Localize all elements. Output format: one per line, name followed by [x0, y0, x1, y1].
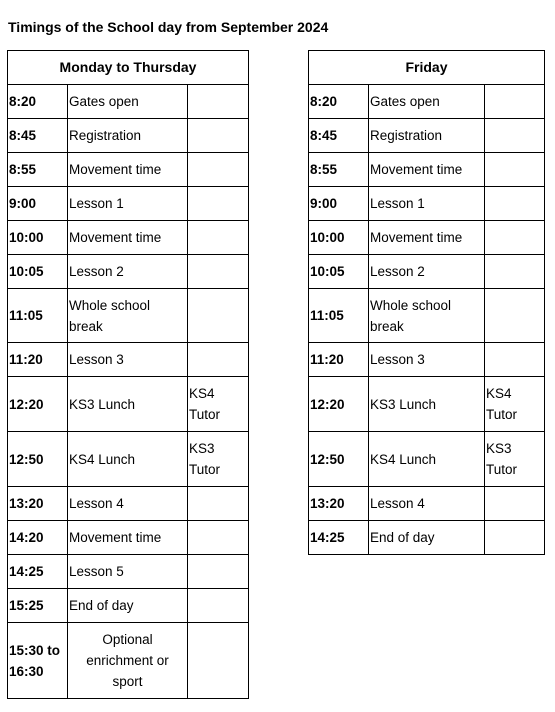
time-cell: 8:55: [309, 153, 369, 187]
note-cell: [188, 289, 249, 343]
table-row: [8, 85, 249, 119]
time-cell: 13:20: [309, 487, 369, 521]
note-cell: [188, 343, 249, 377]
note-cell: [188, 255, 249, 289]
activity-cell: KS4 Lunch: [68, 432, 188, 487]
time-cell: 8:20: [309, 85, 369, 119]
time-cell: 10:05: [309, 255, 369, 289]
activity-cell: Registration: [68, 119, 188, 153]
note-cell: [485, 343, 545, 377]
note-cell: KS3 Tutor: [485, 432, 545, 487]
activity-cell: KS3 Lunch: [68, 377, 188, 432]
activity-cell: Lesson 1: [68, 187, 188, 221]
table-row: [8, 343, 249, 377]
time-cell: 10:00: [309, 221, 369, 255]
table-row: [309, 432, 545, 487]
activity-cell: Movement time: [68, 153, 188, 187]
table-row: [309, 221, 545, 255]
monday-thursday-table: [7, 50, 249, 699]
note-cell: KS4 Tutor: [485, 377, 545, 432]
time-cell: 12:50: [309, 432, 369, 487]
activity-cell: Lesson 1: [369, 187, 485, 221]
note-cell: [485, 487, 545, 521]
time-cell: 12:20: [309, 377, 369, 432]
time-cell: 12:20: [8, 377, 68, 432]
activity-cell: Gates open: [68, 85, 188, 119]
time-cell: 10:00: [8, 221, 68, 255]
table-row: [309, 343, 545, 377]
table-row: [8, 119, 249, 153]
time-cell: 10:05: [8, 255, 68, 289]
table-row: [309, 85, 545, 119]
activity-cell: KS3 Lunch: [369, 377, 485, 432]
table-row: [8, 487, 249, 521]
activity-cell: KS4 Lunch: [369, 432, 485, 487]
time-cell: 12:50: [8, 432, 68, 487]
activity-cell: Lesson 3: [369, 343, 485, 377]
friday-table: [308, 50, 545, 555]
time-cell: 8:55: [8, 153, 68, 187]
table-row: [8, 555, 249, 589]
note-cell: [485, 289, 545, 343]
activity-cell: Lesson 4: [369, 487, 485, 521]
note-cell: [188, 623, 249, 699]
time-cell: 11:05: [8, 289, 68, 343]
activity-cell: Optional enrichment or sport: [68, 623, 188, 699]
table-row: [8, 187, 249, 221]
activity-cell: Whole school break: [369, 289, 485, 343]
table-row: [8, 377, 249, 432]
note-cell: [485, 85, 545, 119]
activity-cell: Lesson 5: [68, 555, 188, 589]
time-cell: 15:30 to 16:30: [8, 623, 68, 699]
activity-cell: End of day: [369, 521, 485, 555]
time-cell: 13:20: [8, 487, 68, 521]
table-row: [309, 521, 545, 555]
note-cell: [485, 119, 545, 153]
activity-cell: Lesson 2: [369, 255, 485, 289]
table-row: [8, 521, 249, 555]
note-cell: [188, 589, 249, 623]
activity-cell: Movement time: [68, 221, 188, 255]
table-row: [309, 187, 545, 221]
table-row: [309, 153, 545, 187]
time-cell: 15:25: [8, 589, 68, 623]
time-cell: 9:00: [309, 187, 369, 221]
note-cell: [188, 187, 249, 221]
note-cell: [485, 187, 545, 221]
table-row: [8, 432, 249, 487]
table-row: [309, 255, 545, 289]
note-cell: [188, 487, 249, 521]
activity-cell: Movement time: [369, 221, 485, 255]
time-cell: 14:20: [8, 521, 68, 555]
table-row: [8, 289, 249, 343]
activity-cell: Movement time: [369, 153, 485, 187]
activity-cell: End of day: [68, 589, 188, 623]
table-row: [309, 119, 545, 153]
note-cell: [188, 555, 249, 589]
activity-cell: Lesson 3: [68, 343, 188, 377]
note-cell: [188, 521, 249, 555]
note-cell: [485, 521, 545, 555]
table-row: [8, 255, 249, 289]
time-cell: 11:05: [309, 289, 369, 343]
time-cell: 8:45: [309, 119, 369, 153]
table-row: [309, 487, 545, 521]
activity-cell: Whole school break: [68, 289, 188, 343]
note-cell: [188, 153, 249, 187]
activity-cell: Lesson 4: [68, 487, 188, 521]
friday-heading: Friday: [309, 51, 545, 85]
page-title: Timings of the School day from September 2024: [8, 19, 329, 35]
note-cell: [485, 153, 545, 187]
activity-cell: Gates open: [369, 85, 485, 119]
table-row: [8, 589, 249, 623]
time-cell: 8:20: [8, 85, 68, 119]
time-cell: 14:25: [8, 555, 68, 589]
time-cell: 8:45: [8, 119, 68, 153]
note-cell: KS3 Tutor: [188, 432, 249, 487]
activity-cell: Lesson 2: [68, 255, 188, 289]
table-row: [309, 377, 545, 432]
note-cell: KS4 Tutor: [188, 377, 249, 432]
note-cell: [485, 255, 545, 289]
table-row: [8, 221, 249, 255]
table-row: [8, 153, 249, 187]
time-cell: 11:20: [8, 343, 68, 377]
note-cell: [188, 119, 249, 153]
monday-thursday-heading: Monday to Thursday: [8, 51, 249, 85]
table-row: [309, 289, 545, 343]
note-cell: [485, 221, 545, 255]
activity-cell: Registration: [369, 119, 485, 153]
note-cell: [188, 221, 249, 255]
table-row: [8, 623, 249, 699]
time-cell: 9:00: [8, 187, 68, 221]
time-cell: 14:25: [309, 521, 369, 555]
note-cell: [188, 85, 249, 119]
time-cell: 11:20: [309, 343, 369, 377]
activity-cell: Movement time: [68, 521, 188, 555]
